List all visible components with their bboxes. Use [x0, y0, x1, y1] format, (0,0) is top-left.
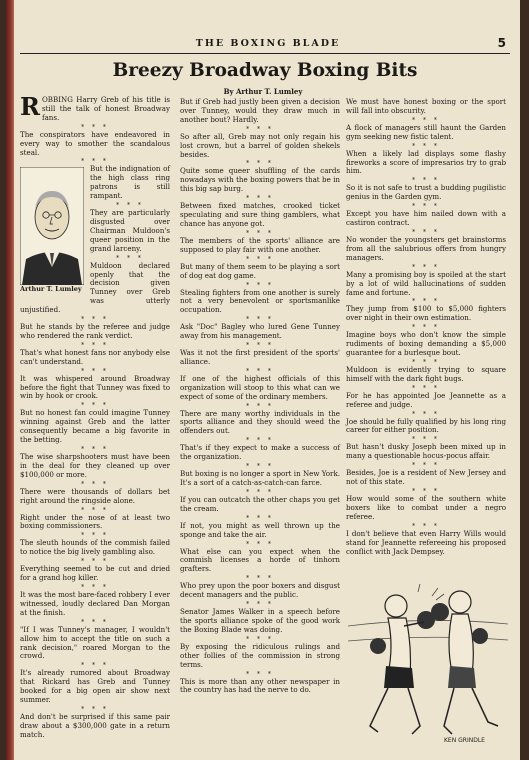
- separator: * * *: [81, 705, 109, 713]
- separator: * * *: [246, 540, 274, 548]
- paragraph: Muldoon declared openly that the decision given Tunney over Greb was utterly unjustified.: [20, 260, 170, 315]
- separator: * * *: [412, 142, 440, 150]
- separator: * * *: [412, 298, 440, 306]
- separator: * * *: [246, 342, 274, 350]
- intro-paragraph: [20, 92, 170, 123]
- separator: * * *: [412, 358, 440, 366]
- paragraph: Joe should be fully qualified by his long ring career for either position.: [346, 416, 506, 435]
- drop-cap: R: [20, 92, 40, 121]
- boxing-cartoon: [348, 566, 508, 746]
- separator: * * *: [246, 195, 274, 203]
- separator: * * *: [246, 488, 274, 496]
- separator: * * *: [412, 228, 440, 236]
- column-3: [346, 98, 506, 557]
- separator: * * *: [81, 583, 109, 591]
- boxers-illustration: [348, 566, 508, 746]
- separator: * * *: [412, 410, 440, 418]
- separator: * * *: [246, 437, 274, 445]
- paragraph: But the indignation of the high class ring patrons is still rampant.: [90, 164, 170, 201]
- separator: * * *: [412, 488, 440, 495]
- separator: * * *: [246, 575, 274, 583]
- author-portrait: [20, 167, 84, 295]
- paragraph: Imagine boys who don't know the simple rudiments of boxing demanding a $5,000 guarantee for a burlesque bout.: [346, 330, 506, 358]
- paragraph: Except you have him nailed down with a castiron contract.: [346, 209, 506, 228]
- paragraph: When a likely lad displays some flashy fireworks a score of impresarios try to grab him.: [346, 148, 506, 176]
- cartoon-signature: KEN GRINDLE: [444, 737, 485, 744]
- paragraph: I don't believe that even Harry Wills would stand for Jeannette refereeing his proposed conflict with Jack Dempsey.: [346, 528, 506, 556]
- separator: * * *: [81, 662, 109, 670]
- separator: * * *: [81, 480, 109, 488]
- separator: * * *: [246, 601, 274, 609]
- paragraph: But if Greb had justly been given a decision over Tunney, would they draw much in another bout? Hardly.: [180, 97, 340, 124]
- paragraph: Senator James Walker in a speech before the sports alliance spoke of the good work the Boxing Blade was doing.: [180, 607, 340, 634]
- paragraph: So after all, Greb may not only regain his lost crown, but a barrel of golden shekels besides.: [180, 131, 340, 159]
- paragraph: So it is not safe to trust a budding pugilistic genius in the Garden gym.: [346, 183, 506, 202]
- portrait-illustration: [20, 167, 84, 285]
- separator: * * *: [412, 116, 440, 124]
- paragraph: But many of them seem to be playing a sort of dog eat dog game.: [180, 261, 340, 280]
- separator: * * *: [116, 202, 144, 210]
- paragraph: It was whispered around Broadway before the fight that Tunney was fixed to win by hook or crook.: [20, 373, 170, 401]
- paragraph: Muldoon is evidently trying to square himself with the dark fight bugs.: [346, 364, 506, 383]
- separator: * * *: [246, 255, 274, 263]
- paragraph: The conspirators have endeavored in every way to smother the scandalous steal.: [20, 129, 170, 157]
- paragraph: If not, you might as well thrown up the sponge and take the air.: [180, 520, 340, 539]
- paragraph: If you can outcatch the other chaps you get the cream.: [180, 494, 340, 513]
- separator: * * *: [81, 158, 109, 166]
- separator: * * *: [412, 384, 440, 392]
- column-1: [20, 92, 170, 741]
- paragraph: How would some of the southern white boxers like to combat under a negro referee.: [346, 494, 506, 521]
- article-title: Breezy Broadway Boxing Bits: [112, 60, 418, 81]
- separator: * * *: [81, 123, 109, 131]
- separator: * * *: [412, 324, 440, 332]
- paragraph: But boxing is no longer a sport in New York. It's a sort of a catch-as-catch-can farce.: [180, 469, 340, 487]
- paragraph: Many a promising boy is spoiled at the start by a lot of wild hallucinations of sudden fame and fortune.: [346, 269, 506, 297]
- paragraph: Who prey upon the poor boxers and disgust decent managers and the public.: [180, 581, 340, 600]
- paragraph: Besides, Joe is a resident of New Jersey and not of this state.: [346, 468, 506, 487]
- paragraph: Was it not the first president of the sports' alliance.: [180, 348, 340, 366]
- paragraph: But hasn't dusky Joseph been mixed up in many a questionable hocus-pocus affair.: [346, 442, 506, 461]
- paragraph: No wonder the youngsters get brainstorms from all the salubrious offers from hungry managers.: [346, 234, 506, 262]
- separator: * * *: [81, 558, 109, 566]
- separator: * * *: [412, 436, 440, 444]
- paragraph: There are many worthy individuals in the sports alliance and they should weed the offenders out.: [180, 408, 340, 436]
- paragraph: If one of the highest officials of this organization will stoop to this what can we expect of some of the ordinary members.: [180, 373, 340, 401]
- paragraph: Right under the nose of at least two boxing commissioners.: [20, 512, 170, 531]
- separator: * * *: [246, 160, 274, 168]
- paragraph: A flock of managers still haunt the Garden gym seeking new fistic talent.: [346, 122, 506, 141]
- separator: * * *: [81, 402, 109, 410]
- separator: * * *: [81, 618, 109, 626]
- header-rule: [20, 53, 510, 54]
- separator: * * *: [81, 316, 109, 324]
- portrait-caption: Arthur T. Lumley: [20, 285, 82, 294]
- separator: * * *: [246, 635, 274, 643]
- paragraph: For he has appointed Joe Jeannette as a referee and judge.: [346, 390, 506, 409]
- paragraph: What else can you expect when the commish licenses a horde of tinhorn grafters.: [180, 546, 340, 574]
- separator: * * *: [246, 229, 274, 237]
- paragraph: There were thousands of dollars bet right around the ringside alone.: [20, 486, 170, 505]
- separator: * * *: [412, 462, 440, 470]
- separator: * * *: [81, 367, 109, 375]
- separator: * * *: [246, 125, 274, 133]
- paragraph: "If I was Tunney's manager, I wouldn't allow him to accept the title on such a rank decision," roared Morgan to the crowd.: [20, 624, 170, 661]
- paragraph: That's if they expect to make a success of the organization.: [180, 443, 340, 462]
- magazine-page: [6, 0, 520, 760]
- paragraph: It was the most bare-faced robbery I ever witnessed, loudly declared Dan Morgan at the finish.: [20, 589, 170, 617]
- paragraph: By exposing the ridiculous rulings and other follies of the commission in strong terms.: [180, 641, 340, 669]
- separator: * * *: [81, 506, 109, 514]
- article-byline: By Arthur T. Lumley: [223, 87, 303, 96]
- paragraph: But no honest fan could imagine Tunney winning against Greb and the latter consequently became a big favorite in the betting.: [20, 408, 170, 445]
- page-number: 5: [497, 36, 506, 50]
- separator: * * *: [81, 446, 109, 453]
- separator: * * *: [246, 670, 274, 678]
- separator: * * *: [246, 463, 274, 471]
- paragraph: The members of the sports' alliance are supposed to play fair with one another.: [180, 235, 340, 254]
- separator: * * *: [412, 203, 440, 211]
- paragraph: That's what honest fans nor anybody else can't understand.: [20, 347, 170, 366]
- separator: * * *: [246, 402, 274, 410]
- separator: * * *: [412, 177, 440, 185]
- paragraph: Everything seemed to be cut and dried for a grand hog killer.: [20, 564, 170, 583]
- intro-text: OBBING Harry Greb of his title is still the talk of honest Broadway fans.: [41, 95, 170, 122]
- separator: * * *: [81, 341, 109, 349]
- separator: * * *: [246, 367, 274, 375]
- separator: * * *: [246, 281, 274, 289]
- paragraph: They jump from $100 to $5,000 fighters over night in their own estimation.: [346, 304, 506, 323]
- paragraph: Stealing fighters from one another is surely not a very benevolent or sportsmanlike occupation.: [180, 287, 340, 315]
- separator: * * *: [246, 514, 274, 522]
- paragraph: The sleuth hounds of the commish failed to notice the big lively gambling also.: [20, 538, 170, 557]
- paragraph: Ask "Doc" Bagley who lured Gene Tunney away from his management.: [180, 322, 340, 341]
- paragraph: The wise sharpshooters must have been in the deal for they cleaned up over $100,000 or more.: [20, 452, 170, 479]
- paragraph: And don't be surprised if this same pair draw about a $300,000 gate in a return match.: [20, 711, 170, 739]
- column-2: [180, 98, 340, 696]
- page-binding: [6, 0, 14, 760]
- paragraph: Between fixed matches, crooked ticket speculating and sure thing gamblers, what chance has anyone got.: [180, 201, 340, 228]
- paragraph: But he stands by the referee and judge who rendered the rank verdict.: [20, 322, 170, 340]
- separator: * * *: [116, 254, 144, 262]
- paragraph: They are particularly disgusted over Chairman Muldoon's queer position in the grand larceny.: [90, 208, 170, 253]
- running-header: THE BOXING BLADE: [195, 38, 341, 49]
- paragraph: This is more than any other newspaper in the country has had the nerve to do.: [180, 676, 340, 695]
- separator: * * *: [412, 522, 440, 530]
- paragraph: We must have honest boxing or the sport will fall into obscurity.: [346, 97, 506, 115]
- separator: * * *: [81, 532, 109, 540]
- paragraph: Quite some queer shuffling of the cards nowadays with the boxing powers that be in this big sap burg.: [180, 166, 340, 194]
- paragraph: It's already rumored about Broadway that Rickard has Greb and Tunney booked for a big open air show next summer.: [20, 668, 170, 705]
- separator: * * *: [246, 316, 274, 324]
- separator: * * *: [412, 263, 440, 271]
